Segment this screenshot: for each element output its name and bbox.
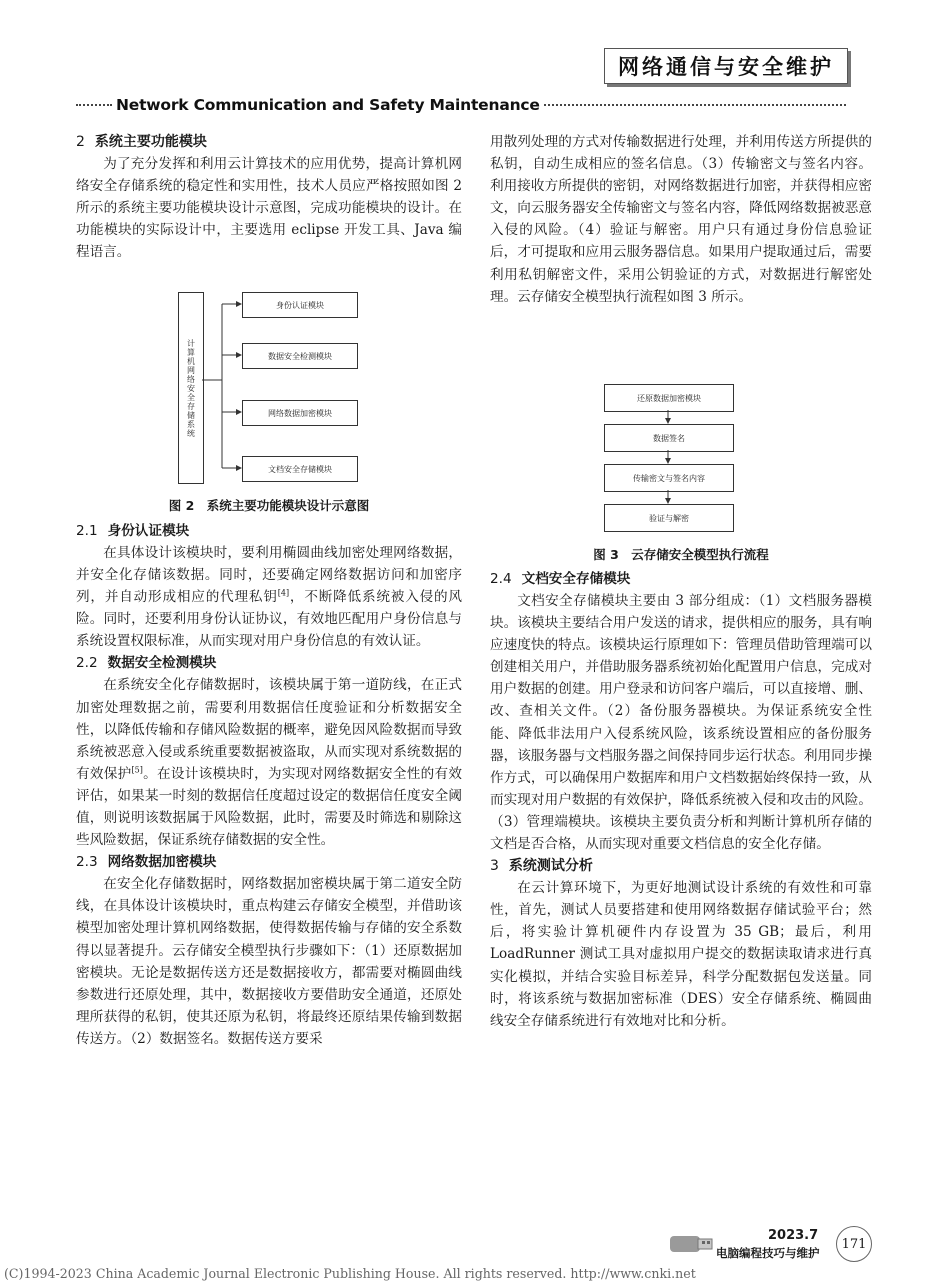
magazine-name: 电脑编程技巧与维护	[716, 1246, 820, 1260]
copyright-notice: (C)1994-2023 China Academic Journal Electronic Publishing House. All rights reserved. http://www.cnki.net	[4, 1266, 696, 1281]
header-dotted-rule-right	[544, 104, 846, 106]
section-3-paragraph: 在云计算环境下，为更好地测试设计系统的有效性和可靠性，首先，测试人员要搭建和使用网络数据存储试验平台；然后，将实验计算机硬件内存设置为 35 GB；最后，利用 LoadRunner 测试工具对虚拟用户提交的数据读取请求进行真实化模拟，并结合实验目标差异，科学分配数据包发送量。同时，将该系统与数据加密标准（DES）安全存储系统、椭圆曲线安全存储系统进行有效地对比和分析。	[490, 880, 872, 1029]
left-column	[76, 131, 462, 263]
fig2-main-box: 计算机网络安全存储系统	[178, 292, 204, 484]
figure-3-caption: 图 3 云存储安全模型执行流程	[593, 547, 769, 562]
section-2-heading: 2 系统主要功能模块	[76, 134, 207, 150]
fig3-arrows	[604, 382, 754, 534]
figure-2-caption: 图 2 系统主要功能模块设计示意图	[168, 498, 370, 513]
fig2-box-data-security: 数据安全检测模块	[242, 343, 358, 369]
section-2-2-paragraph: 在系统安全化存储数据时，该模块属于第一道防线，在正式加密处理数据之前，需要利用数据信任度验证和分析数据安全性，以降低传输和存储风险数据的概率，避免因风险数据而导致系统被恶意入侵或系统重要数据被盗取，从而实现对系统数据的有效保护[5]。在设计该模块时，为实现对网络数据安全性的有效评估，如果某一时刻的数据信任度超过设定的数据信任度安全阈值，则说明该数据属于风险数据，此时，需要及时筛选和剔除这些风险数据，保证系统存储数据的安全性。	[76, 677, 463, 849]
section-2-1-heading: 2.1 身份认证模块	[76, 523, 190, 539]
figure-3	[604, 382, 754, 534]
header-english-title: Network Communication and Safety Maintenance	[116, 96, 540, 114]
fig2-box-identity-auth: 身份认证模块	[242, 292, 358, 318]
ref-4: [4]	[277, 588, 290, 598]
fig3-box-verify-decrypt: 验证与解密	[604, 504, 734, 532]
left-column-lower	[76, 520, 462, 1050]
issue-year: 2023.7	[768, 1228, 819, 1243]
section-2-3-paragraph: 在安全化存储数据时，网络数据加密模块属于第二道安全防线，在具体设计该模块时，重点构建云存储安全模型，并借助该模型加密处理计算机网络数据，使得数据传输与存储的安全系数得以显著提升。云存储安全模型执行步骤如下：（1）还原数据加密模块。无论是数据传送方还是数据接收方，都需要对椭圆曲线参数进行还原处理，其中，数据接收方要借助安全通道，还原处理所获得的私钥，使其还原为私钥，将最终还原结果传输到数据传送方。（2）数据签名。数据传送方要采	[76, 876, 462, 1047]
section-2-2-heading: 2.2 数据安全检测模块	[76, 655, 217, 672]
section-header-english	[76, 95, 846, 115]
fig3-box-data-signature: 数据签名	[604, 424, 734, 452]
fig2-box-document-storage: 文档安全存储模块	[242, 456, 358, 482]
section-2-4-paragraph: 文档安全存储模块主要由 3 部分组成：（1）文档服务器模块。该模块主要结合用户发送的请求，提供相应的服务，具有响应速度快的特点。该模块运行原理如下：管理员借助管理端可以创建相关用户，并借助服务器系统初始化配置用户信息，完成对用户数据的创建。用户登录和访问客户端后，可以直接增、删、改、查相关文件。（2）备份服务器模块。为保证系统安全性能、降低非法用户入侵系统风险，该系统设置相应的备份服务器，该服务器与文档服务器之间保持同步运行状态。利用同步操作方式，可以确保用户数据库和用户文档数据始终保持一致，从而实现对用户数据的有效保护，降低系统被入侵和攻击的风险。（3）管理端模块。该模块主要负责分析和判断计算机所存储的文档是否合格，从而实现对重要文档信息的安全化存储。	[490, 593, 872, 853]
fig3-box-restore-encryption: 还原数据加密模块	[604, 384, 734, 412]
section-2-1-paragraph: 在具体设计该模块时，要利用椭圆曲线加密处理网络数据，并安全化存储该数据。同时，还要确定网络数据访问和加密序列，并自动形成相应的代理私钥[4]，不断降低系统被入侵的风险。同时，还要利用身份认证协议，有效地匹配用户身份信息与系统设置权限标准，从而实现对用户身份信息的有效认证。	[76, 545, 463, 650]
section-header-title: 网络通信与安全维护	[604, 48, 848, 84]
usb-drive-icon	[668, 1228, 718, 1258]
page-number: 171	[836, 1226, 872, 1262]
section-3-heading: 3 系统测试分析	[490, 858, 593, 875]
figure-2	[170, 288, 400, 488]
section-2-paragraph: 为了充分发挥和利用云计算技术的应用优势，提高计算机网络安全存储系统的稳定性和实用性，技术人员应严格按照如图 2 所示的系统主要功能模块设计示意图，完成功能模块的设计。在功能模块的实际设计中，主要选用 eclipse 开发工具、Java 编程语言。	[76, 156, 462, 261]
right-column-top	[490, 131, 872, 308]
section-2-3-heading: 2.3 网络数据加密模块	[76, 854, 217, 871]
fig2-box-data-encryption: 网络数据加密模块	[242, 400, 358, 426]
section-2-4-heading: 2.4 文档安全存储模块	[490, 571, 631, 587]
ref-5: [5]	[131, 765, 143, 775]
right-column-lower	[490, 568, 872, 1032]
fig3-box-transmit-cipher: 传输密文与签名内容	[604, 464, 734, 492]
continued-paragraph: 用散列处理的方式对传输数据进行处理，并利用传送方所提供的私钥，自动生成相应的签名信息。（3）传输密文与签名内容。利用接收方所提供的密钥，对网络数据进行加密，并获得相应密文，向云服务器安全传输密文与签名内容，降低网络数据被恶意入侵的风险。（4）验证与解密。用户只有通过身份信息验证后，才可提取和应用云服务器信息。如果用户提取通过后，需要利用私钥解密文件，采用公钥验证的方式，对数据进行解密处理。云存储安全模型执行流程如图 3 所示。	[490, 134, 872, 305]
header-dotted-rule	[76, 104, 112, 106]
